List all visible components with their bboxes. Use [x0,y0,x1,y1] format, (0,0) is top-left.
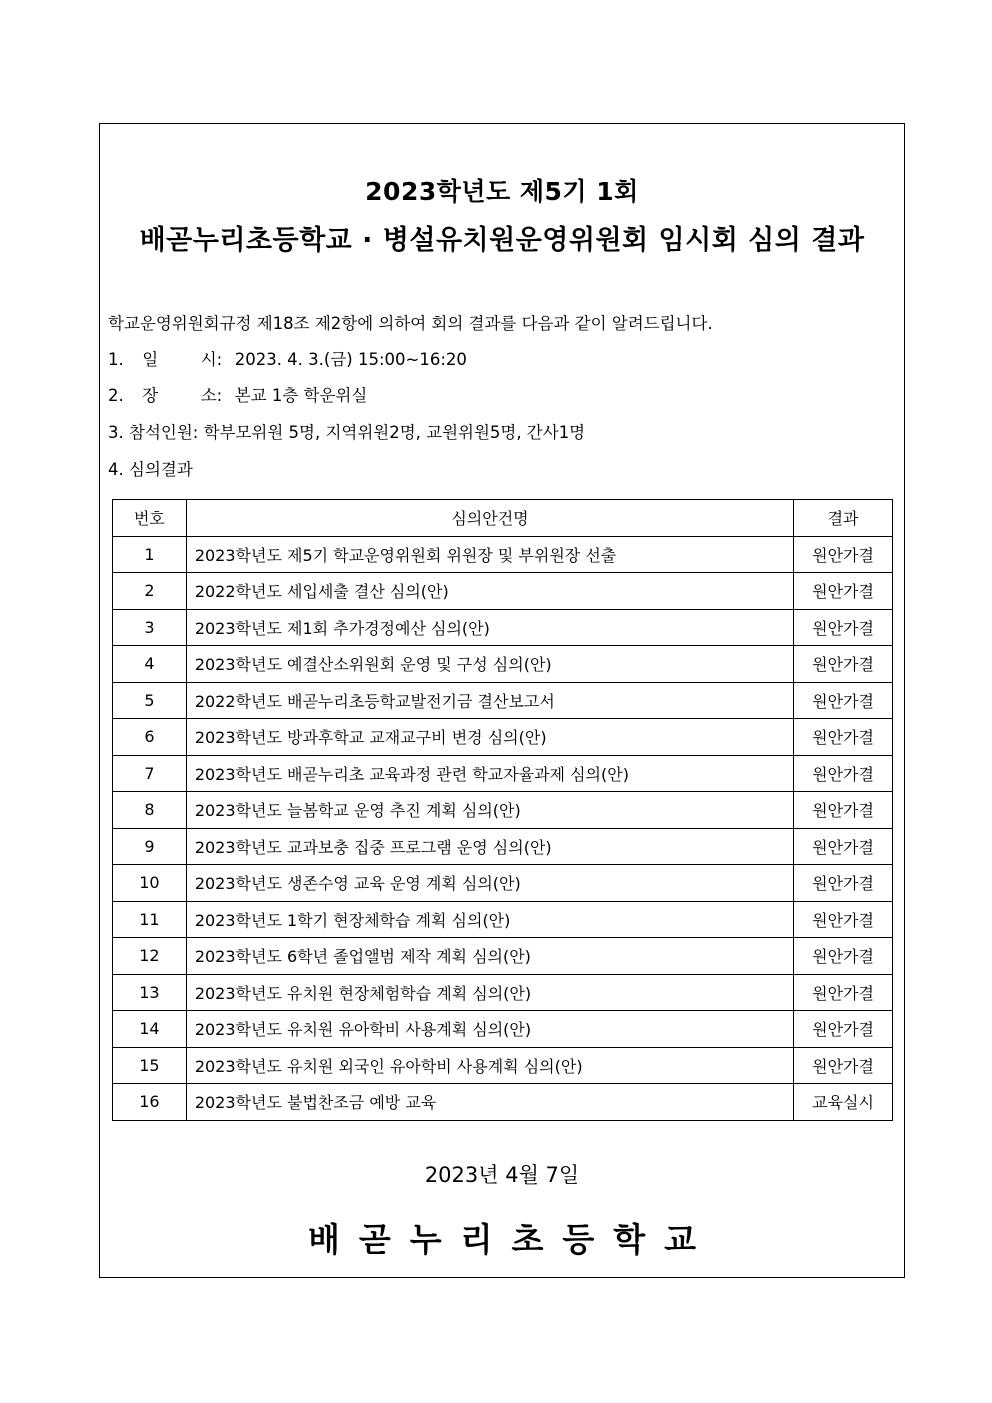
item-value: 학부모위원 5명, 지역위원2명, 교원위원5명, 간사1명 [203,423,586,442]
table-row [113,974,893,1011]
item-label-part-a: 장 [142,386,159,405]
table-row [113,1011,893,1048]
item-number: 2. [108,386,124,405]
row-number: 8 [113,792,187,829]
item-number: 1. [108,350,124,369]
item-date [108,346,467,370]
item-label-part-b: 시: [200,350,223,369]
row-number: 5 [113,682,187,719]
row-number: 3 [113,609,187,646]
row-result: 원안가결 [794,974,893,1011]
row-agenda: 2023학년도 불법찬조금 예방 교육 [186,1084,793,1121]
item-attendees [108,419,585,443]
row-result: 원안가결 [794,828,893,865]
row-agenda: 2023학년도 늘봄학교 운영 추진 계획 심의(안) [186,792,793,829]
row-result: 원안가결 [794,536,893,573]
row-result: 원안가결 [794,682,893,719]
table-row [113,938,893,975]
table-header-row [113,500,893,537]
table-row [113,792,893,829]
row-agenda: 2023학년도 생존수영 교육 운영 계획 심의(안) [186,865,793,902]
row-agenda: 2023학년도 유치원 외국인 유아학비 사용계획 심의(안) [186,1047,793,1084]
table-row [113,1084,893,1121]
row-result: 원안가결 [794,1011,893,1048]
row-result: 원안가결 [794,938,893,975]
table-row [113,682,893,719]
row-result: 원안가결 [794,755,893,792]
title-line-2: 배곧누리초등학교 · 병설유치원운영위원회 임시회 심의 결과 [139,225,865,256]
table-row [113,901,893,938]
row-number: 6 [113,719,187,756]
table-row [113,1047,893,1084]
item-number: 3. [108,423,124,442]
item-results [108,456,193,480]
row-number: 9 [113,828,187,865]
row-result: 원안가결 [794,792,893,829]
item-label-part-b: 소: [200,386,223,405]
row-agenda: 2023학년도 교과보충 집중 프로그램 운영 심의(안) [186,828,793,865]
row-agenda: 2023학년도 제1회 추가경정예산 심의(안) [186,609,793,646]
table-row [113,719,893,756]
table-row [113,828,893,865]
row-agenda: 2022학년도 세입세출 결산 심의(안) [186,573,793,610]
row-number: 1 [113,536,187,573]
row-agenda: 2023학년도 유치원 유아학비 사용계획 심의(안) [186,1011,793,1048]
row-number: 4 [113,646,187,683]
item-label: 심의결과 [129,460,193,479]
row-number: 7 [113,755,187,792]
row-number: 12 [113,938,187,975]
school-name: 배곧누리초등학교 [307,1220,716,1259]
table-row [113,646,893,683]
row-agenda: 2023학년도 배곧누리초 교육과정 관련 학교자율과제 심의(안) [186,755,793,792]
results-table [112,499,893,1121]
title-line-1: 2023학년도 제5기 1회 [365,177,639,206]
row-number: 15 [113,1047,187,1084]
issue-date: 2023년 4월 7일 [424,1163,580,1187]
row-result: 원안가결 [794,865,893,902]
row-agenda: 2023학년도 제5기 학교운영위원회 위원장 및 부위원장 선출 [186,536,793,573]
row-result: 원안가결 [794,646,893,683]
row-agenda: 2023학년도 예결산소위원회 운영 및 구성 심의(안) [186,646,793,683]
document-frame [99,123,905,1278]
row-number: 14 [113,1011,187,1048]
header-number: 번호 [113,500,187,537]
row-number: 13 [113,974,187,1011]
table-row [113,609,893,646]
table-row [113,536,893,573]
row-number: 2 [113,573,187,610]
header-result: 결과 [794,500,893,537]
table-row [113,573,893,610]
row-result: 원안가결 [794,609,893,646]
row-result: 원안가결 [794,573,893,610]
row-number: 10 [113,865,187,902]
item-label: 참석인원: [129,423,199,442]
header-agenda: 심의안건명 [186,500,793,537]
row-agenda: 2023학년도 6학년 졸업앨범 제작 계획 심의(안) [186,938,793,975]
item-value: 본교 1층 학운위실 [234,386,368,405]
item-number: 4. [108,460,124,479]
row-agenda: 2023학년도 1학기 현장체학습 계획 심의(안) [186,901,793,938]
row-result: 원안가결 [794,901,893,938]
row-result: 원안가결 [794,1047,893,1084]
row-number: 11 [113,901,187,938]
row-number: 16 [113,1084,187,1121]
table-row [113,755,893,792]
row-agenda: 2022학년도 배곧누리초등학교발전기금 결산보고서 [186,682,793,719]
row-result: 원안가결 [794,719,893,756]
row-agenda: 2023학년도 방과후학교 교재교구비 변경 심의(안) [186,719,793,756]
row-result: 교육실시 [794,1084,893,1121]
row-agenda: 2023학년도 유치원 현장체험학습 계획 심의(안) [186,974,793,1011]
intro-text: 학교운영위원회규정 제18조 제2항에 의하여 회의 결과를 다음과 같이 알려드립니다. [108,314,713,333]
item-place [108,382,367,406]
item-label-part-a: 일 [142,350,159,369]
item-value: 2023. 4. 3.(금) 15:00~16:20 [234,350,467,369]
table-row [113,865,893,902]
